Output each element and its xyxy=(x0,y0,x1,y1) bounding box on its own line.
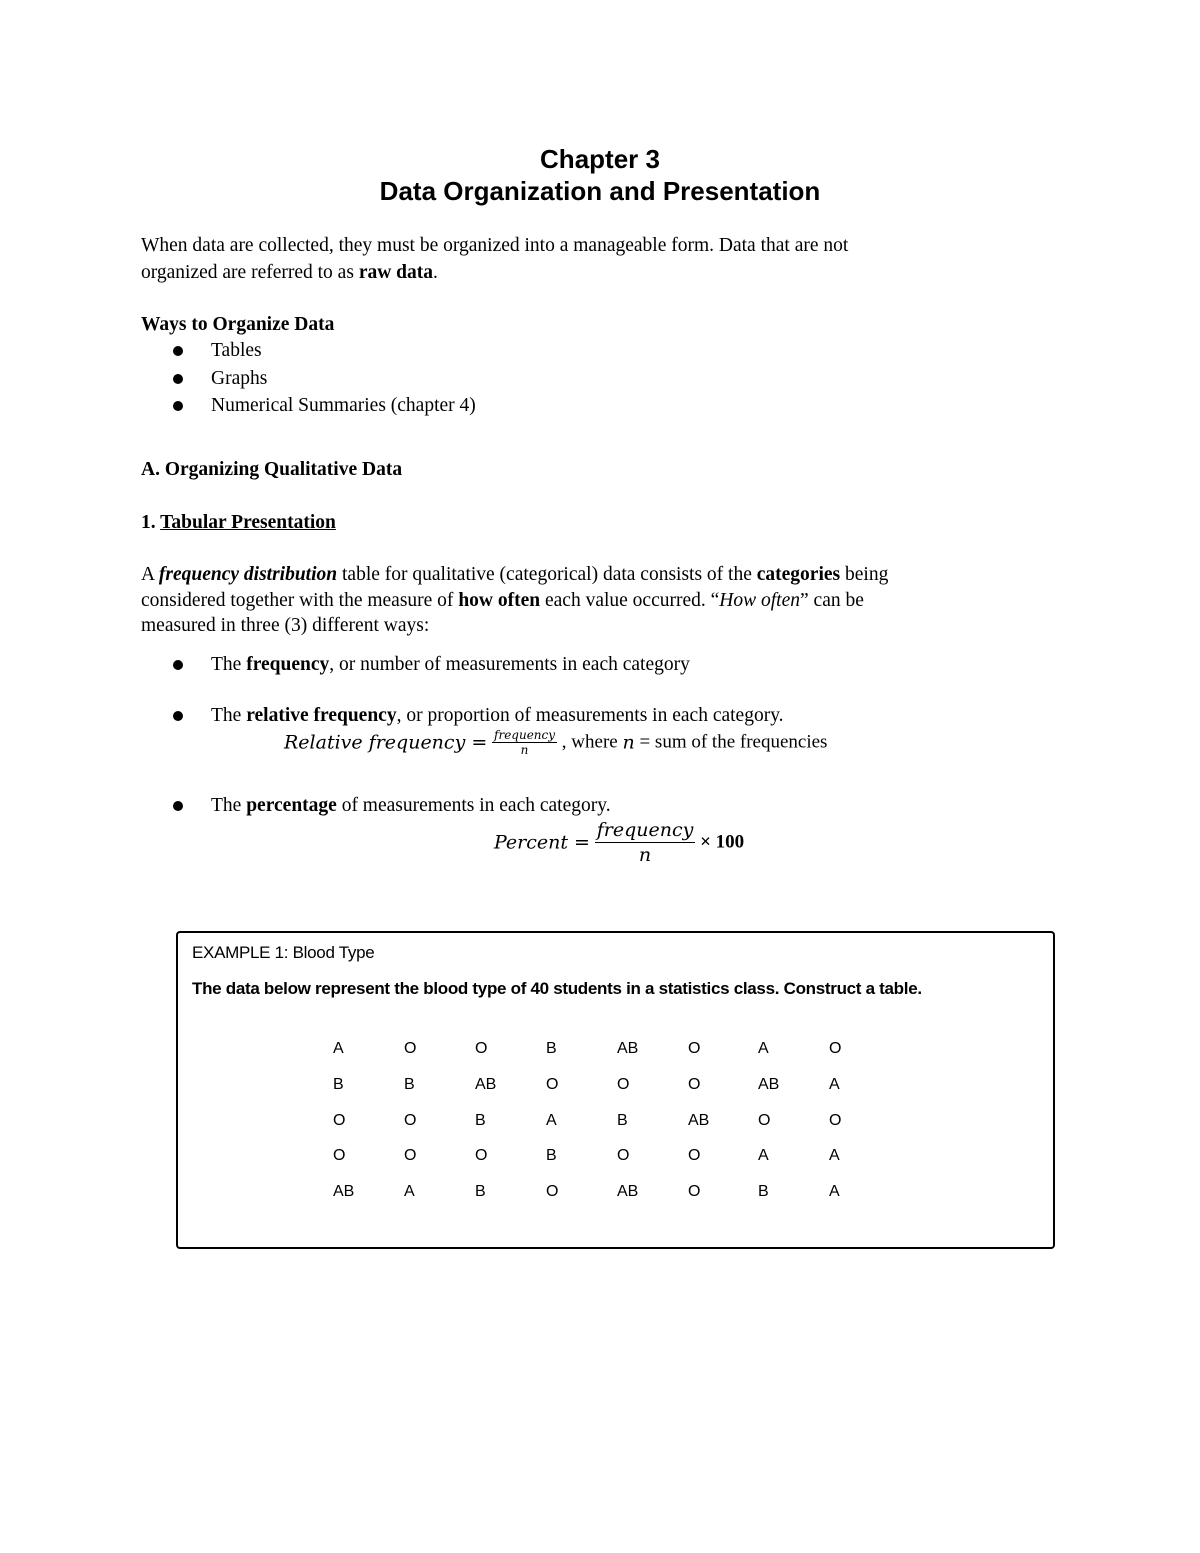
data-cell: AB xyxy=(758,1076,780,1093)
data-cell: O xyxy=(333,1147,346,1164)
data-cell: O xyxy=(617,1076,630,1093)
data-cell: B xyxy=(404,1076,415,1093)
data-cell: B xyxy=(333,1076,344,1093)
measure-relative-frequency: The relative frequency, or proportion of measurements in each category. xyxy=(211,705,784,726)
chapter-title: Chapter 3 xyxy=(540,144,660,174)
data-cell: AB xyxy=(688,1112,710,1129)
ways-item-graphs: Graphs xyxy=(211,368,268,389)
chapter-subtitle: Data Organization and Presentation xyxy=(379,176,821,206)
intro-line-2: organized are referred to as raw data. xyxy=(141,262,438,283)
data-cell: A xyxy=(758,1147,769,1164)
ways-item-numerical: Numerical Summaries (chapter 4) xyxy=(211,395,476,416)
section-1-heading: 1. Tabular Presentation xyxy=(141,512,336,533)
example-box xyxy=(176,931,1055,1249)
data-cell: O xyxy=(475,1147,488,1164)
bullet-icon xyxy=(173,660,183,670)
data-cell: AB xyxy=(617,1040,639,1057)
bullet-icon xyxy=(173,801,183,811)
data-cell: AB xyxy=(475,1076,497,1093)
freq-para-line-1: A frequency distribution table for qualitative (categorical) data consists of the categories being xyxy=(141,564,889,585)
data-cell: AB xyxy=(617,1183,639,1200)
percent-formula: Percent = $\frac{\text{frequency}}{n}$ × 100 xyxy=(494,819,745,866)
data-cell: O xyxy=(688,1183,701,1200)
example-text: The data below represent the blood type of 40 students in a statistics class. Construct a table. xyxy=(192,979,922,998)
freq-para-line-3: measured in three (3) different ways: xyxy=(141,615,430,636)
bullet-icon xyxy=(173,711,183,721)
data-cell: O xyxy=(688,1040,701,1057)
data-cell: B xyxy=(617,1112,628,1129)
data-cell: O xyxy=(829,1040,842,1057)
data-cell: O xyxy=(333,1112,346,1129)
data-cell: O xyxy=(546,1183,559,1200)
data-cell: AB xyxy=(333,1183,355,1200)
data-cell: O xyxy=(688,1147,701,1164)
data-cell: A xyxy=(546,1112,557,1129)
relative-frequency-formula: Relative frequency = $\frac{\text{frequency}}{n}$ , where n = sum of the frequencies xyxy=(284,728,828,757)
ways-heading: Ways to Organize Data xyxy=(141,314,335,335)
data-cell: O xyxy=(829,1112,842,1129)
data-cell: B xyxy=(546,1147,557,1164)
section-a-heading: A. Organizing Qualitative Data xyxy=(141,459,403,480)
measure-frequency: The frequency, or number of measurements in each category xyxy=(211,654,690,675)
bullet-icon xyxy=(173,346,183,356)
data-cell: O xyxy=(617,1147,630,1164)
bullet-icon xyxy=(173,401,183,411)
data-cell: O xyxy=(404,1040,417,1057)
data-cell: A xyxy=(758,1040,769,1057)
example-label: EXAMPLE 1: Blood Type xyxy=(192,943,375,962)
intro-line-1: When data are collected, they must be organized into a manageable form. Data that are not xyxy=(141,235,849,256)
ways-item-tables: Tables xyxy=(211,340,262,361)
raw-data-term: raw data xyxy=(358,262,434,283)
data-cell: O xyxy=(475,1040,488,1057)
data-cell: B xyxy=(475,1183,486,1200)
data-cell: O xyxy=(688,1076,701,1093)
data-cell: A xyxy=(404,1183,415,1200)
data-cell: O xyxy=(758,1112,771,1129)
data-cell: A xyxy=(829,1076,840,1093)
data-cell: A xyxy=(333,1040,344,1057)
data-cell: O xyxy=(404,1147,417,1164)
data-cell: A xyxy=(829,1147,840,1164)
data-cell: O xyxy=(546,1076,559,1093)
data-cell: A xyxy=(829,1183,840,1200)
data-cell: O xyxy=(404,1112,417,1129)
measure-percentage: The percentage of measurements in each category. xyxy=(211,795,611,816)
data-cell: B xyxy=(546,1040,557,1057)
data-cell: B xyxy=(475,1112,486,1129)
freq-para-line-2: considered together with the measure of how often each value occurred. “How often” can be xyxy=(141,590,864,611)
data-cell: B xyxy=(758,1183,769,1200)
bullet-icon xyxy=(173,374,183,384)
